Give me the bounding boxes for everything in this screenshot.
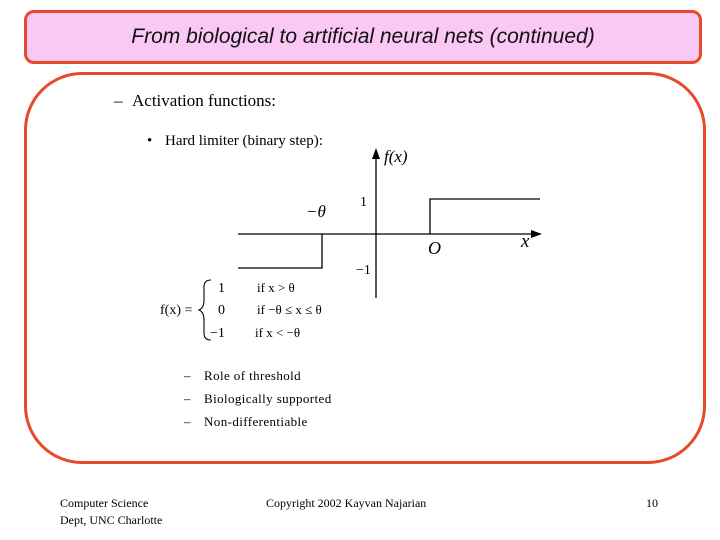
y-axis-label: f(x) — [384, 147, 408, 166]
footer-left-line2: Dept, UNC Charlotte — [60, 513, 163, 527]
sub-bullet-item — [184, 364, 332, 387]
case-3-value: −1 — [210, 326, 225, 341]
case-2-condition: if −θ ≤ x ≤ θ — [257, 302, 322, 317]
step-upper-segment — [430, 199, 540, 234]
sub-bullet-item — [184, 387, 332, 410]
slide-title: From biological to artificial neural nets (continued) — [131, 25, 595, 48]
formula-lhs: f(x) = — [160, 303, 193, 318]
bullet-level2-text: Hard limiter (binary step): — [165, 133, 323, 149]
dash-marker: – — [184, 391, 191, 406]
dash-marker: – — [184, 368, 191, 383]
case-2-value: 0 — [218, 303, 225, 318]
footer-department — [60, 495, 162, 529]
dash-marker: – — [184, 414, 191, 429]
neg-theta-label: −θ — [306, 202, 326, 221]
case-1-condition: if x > θ — [257, 280, 295, 295]
x-axis-arrowhead — [531, 230, 542, 238]
sub-bullet-text: Biologically supported — [204, 391, 332, 406]
lower-value-label: −1 — [356, 263, 371, 278]
y-axis-arrowhead — [372, 148, 380, 159]
sub-bullet-text: Role of threshold — [204, 368, 302, 383]
sub-bullet-text: Non-differentiable — [204, 414, 308, 429]
origin-label: O — [428, 238, 441, 258]
sub-bullet-list — [184, 364, 332, 433]
step-lower-segment — [238, 234, 322, 268]
page-number: 10 — [646, 496, 658, 510]
dash-marker: – — [114, 91, 123, 110]
footer-copyright: Copyright 2002 Kayvan Najarian — [266, 496, 427, 510]
bullet-level1-text: Activation functions: — [132, 91, 277, 110]
footer-left-line1: Computer Science — [60, 496, 149, 510]
case-1-value: 1 — [218, 281, 225, 296]
case-3-condition: if x < −θ — [255, 325, 301, 340]
bullet-dot: • — [147, 133, 153, 149]
x-axis-label: x — [521, 231, 530, 252]
sub-bullet-item — [184, 410, 332, 433]
upper-value-label: 1 — [360, 195, 367, 210]
